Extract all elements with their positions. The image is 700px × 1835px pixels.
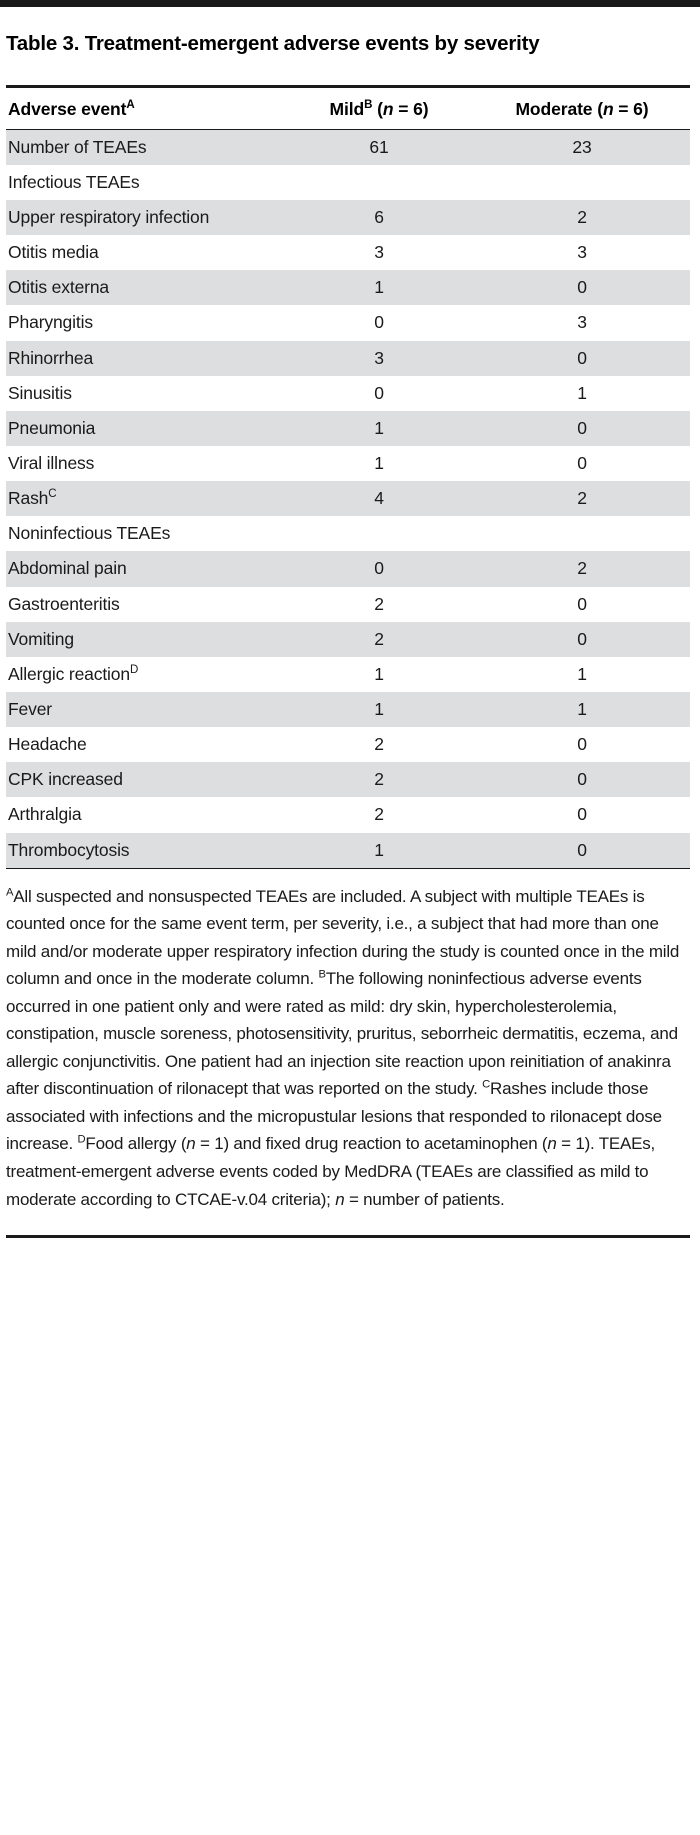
header-superscript: A xyxy=(126,98,135,111)
cell-adverse-event: Fever xyxy=(6,692,284,727)
table-section-row xyxy=(6,165,690,200)
cell-moderate-count xyxy=(474,165,690,200)
table-row xyxy=(6,797,690,832)
footnote-marker: D xyxy=(77,1133,86,1146)
column-header-adverse-event: Adverse event$^A$ xyxy=(6,86,284,129)
cell-moderate-count: 0 xyxy=(474,833,690,868)
cell-moderate-count: 0 xyxy=(474,762,690,797)
table-row xyxy=(6,376,690,411)
cell-mild-count: 0 xyxy=(284,305,474,340)
table-row xyxy=(6,341,690,376)
cell-moderate-count: 1 xyxy=(474,376,690,411)
cell-adverse-event: Rhinorrhea xyxy=(6,341,284,376)
table-row xyxy=(6,235,690,270)
cell-adverse-event: Pneumonia xyxy=(6,411,284,446)
cell-mild-count: 1 xyxy=(284,692,474,727)
page-content xyxy=(0,7,700,1238)
bottom-rule xyxy=(6,1235,690,1238)
adverse-events-table xyxy=(6,85,690,868)
table-row xyxy=(6,270,690,305)
cell-adverse-event: Otitis media xyxy=(6,235,284,270)
cell-adverse-event: Viral illness xyxy=(6,446,284,481)
cell-adverse-event: Infectious TEAEs xyxy=(6,165,284,200)
cell-mild-count: 1 xyxy=(284,446,474,481)
cell-moderate-count: 0 xyxy=(474,587,690,622)
table-row xyxy=(6,727,690,762)
cell-superscript: C xyxy=(48,488,57,501)
table-row xyxy=(6,692,690,727)
cell-moderate-count: 0 xyxy=(474,797,690,832)
cell-mild-count xyxy=(284,516,474,551)
cell-mild-count: 3 xyxy=(284,341,474,376)
table-row xyxy=(6,200,690,235)
cell-adverse-event: Thrombocytosis xyxy=(6,833,284,868)
table-row xyxy=(6,762,690,797)
cell-adverse-event: Upper respiratory infection xyxy=(6,200,284,235)
table-header-row xyxy=(6,86,690,129)
cell-mild-count: 0 xyxy=(284,551,474,586)
cell-mild-count: 2 xyxy=(284,727,474,762)
table-row xyxy=(6,657,690,692)
table-row xyxy=(6,305,690,340)
cell-mild-count: 2 xyxy=(284,762,474,797)
footnote-marker: B xyxy=(318,968,326,981)
cell-superscript: D xyxy=(129,664,139,676)
cell-moderate-count: 0 xyxy=(474,446,690,481)
page-title: Table 3. Treatment-emergent adverse events by severity xyxy=(6,32,540,55)
cell-moderate-count: 23 xyxy=(474,129,690,165)
cell-moderate-count xyxy=(474,516,690,551)
n-italic: n xyxy=(382,98,394,119)
cell-mild-count xyxy=(284,165,474,200)
table-row xyxy=(6,481,690,516)
cell-adverse-event: Rash$^C$ xyxy=(6,481,284,516)
cell-moderate-count: 1 xyxy=(474,657,690,692)
header-superscript: B xyxy=(364,98,373,111)
cell-moderate-count: 0 xyxy=(474,622,690,657)
cell-mild-count: 2 xyxy=(284,587,474,622)
footnote-marker: A xyxy=(6,886,14,899)
table-header xyxy=(6,86,690,129)
table-body xyxy=(6,129,690,867)
cell-mild-count: 1 xyxy=(284,833,474,868)
cell-adverse-event: CPK increased xyxy=(6,762,284,797)
cell-adverse-event: Headache xyxy=(6,727,284,762)
cell-moderate-count: 0 xyxy=(474,411,690,446)
cell-mild-count: 1 xyxy=(284,411,474,446)
cell-moderate-count: 3 xyxy=(474,305,690,340)
table-row xyxy=(6,129,690,165)
footnote-marker: C xyxy=(482,1078,491,1091)
cell-moderate-count: 0 xyxy=(474,270,690,305)
table-row xyxy=(6,411,690,446)
n-italic: n xyxy=(186,1134,196,1154)
cell-mild-count: 1 xyxy=(284,270,474,305)
cell-mild-count: 2 xyxy=(284,797,474,832)
cell-moderate-count: 0 xyxy=(474,727,690,762)
cell-adverse-event: Sinusitis xyxy=(6,376,284,411)
top-black-bar xyxy=(0,0,700,7)
cell-mild-count: 6 xyxy=(284,200,474,235)
cell-mild-count: 4 xyxy=(284,481,474,516)
cell-mild-count: 1 xyxy=(284,657,474,692)
cell-mild-count: 2 xyxy=(284,622,474,657)
n-italic: n xyxy=(547,1134,557,1154)
cell-adverse-event: Gastroenteritis xyxy=(6,587,284,622)
cell-mild-count: 0 xyxy=(284,376,474,411)
cell-moderate-count: 2 xyxy=(474,551,690,586)
cell-adverse-event: Otitis externa xyxy=(6,270,284,305)
n-italic: n xyxy=(335,1189,345,1209)
cell-adverse-event: Arthralgia xyxy=(6,797,284,832)
cell-mild-count: 61 xyxy=(284,129,474,165)
cell-mild-count: 3 xyxy=(284,235,474,270)
column-header-mild: Mild$^B$ (n = 6) xyxy=(284,86,474,129)
cell-moderate-count: 2 xyxy=(474,200,690,235)
cell-adverse-event: Pharyngitis xyxy=(6,305,284,340)
table-footnotes: $^A$All suspected and nonsuspected TEAEs are included. A subject with multiple TEAEs is counted once for the same event term, per severity, i.e., a subject that had more than one mild and/or moderate upper respiratory infection during the study is counted once in the mild column and once in the moderate column. $^B$The following noninfectious adverse events occurred in one patient only and were rated as mild: dry skin, hypercholesterolemia, constipation, muscle soreness, photosensitivity, pruritus, seborrheic dermatitis, eczema, and allergic conjunctivitis. One patient had an injection site reaction upon reinitiation of anakinra after discontinuation of rilonacept that was reported on the study. $^C$Rashes include those associated with infections and the micropustular lesions that responded to rilonacept dose increase. $^D$Food allergy (n = 1) and fixed drug reaction to acetaminophen (n = 1). TEAEs, treatment-emergent adverse events coded by MedDRA (TEAEs are classified as mild to moderate according to CTCAE-v.04 criteria); n = number of patients. xyxy=(6,868,690,1213)
cell-moderate-count: 0 xyxy=(474,341,690,376)
column-header-moderate: Moderate (n = 6) xyxy=(474,86,690,129)
table-row xyxy=(6,622,690,657)
cell-adverse-event: Number of TEAEs xyxy=(6,129,284,165)
table-row xyxy=(6,833,690,868)
cell-adverse-event: Vomiting xyxy=(6,622,284,657)
n-italic: n xyxy=(602,98,614,119)
cell-moderate-count: 2 xyxy=(474,481,690,516)
table-row xyxy=(6,587,690,622)
table-row xyxy=(6,446,690,481)
cell-adverse-event: Noninfectious TEAEs xyxy=(6,516,284,551)
table-row xyxy=(6,551,690,586)
cell-adverse-event: Abdominal pain xyxy=(6,551,284,586)
table-section-row xyxy=(6,516,690,551)
cell-moderate-count: 3 xyxy=(474,235,690,270)
cell-adverse-event: Allergic reaction$^D$ xyxy=(6,657,284,692)
cell-moderate-count: 1 xyxy=(474,692,690,727)
